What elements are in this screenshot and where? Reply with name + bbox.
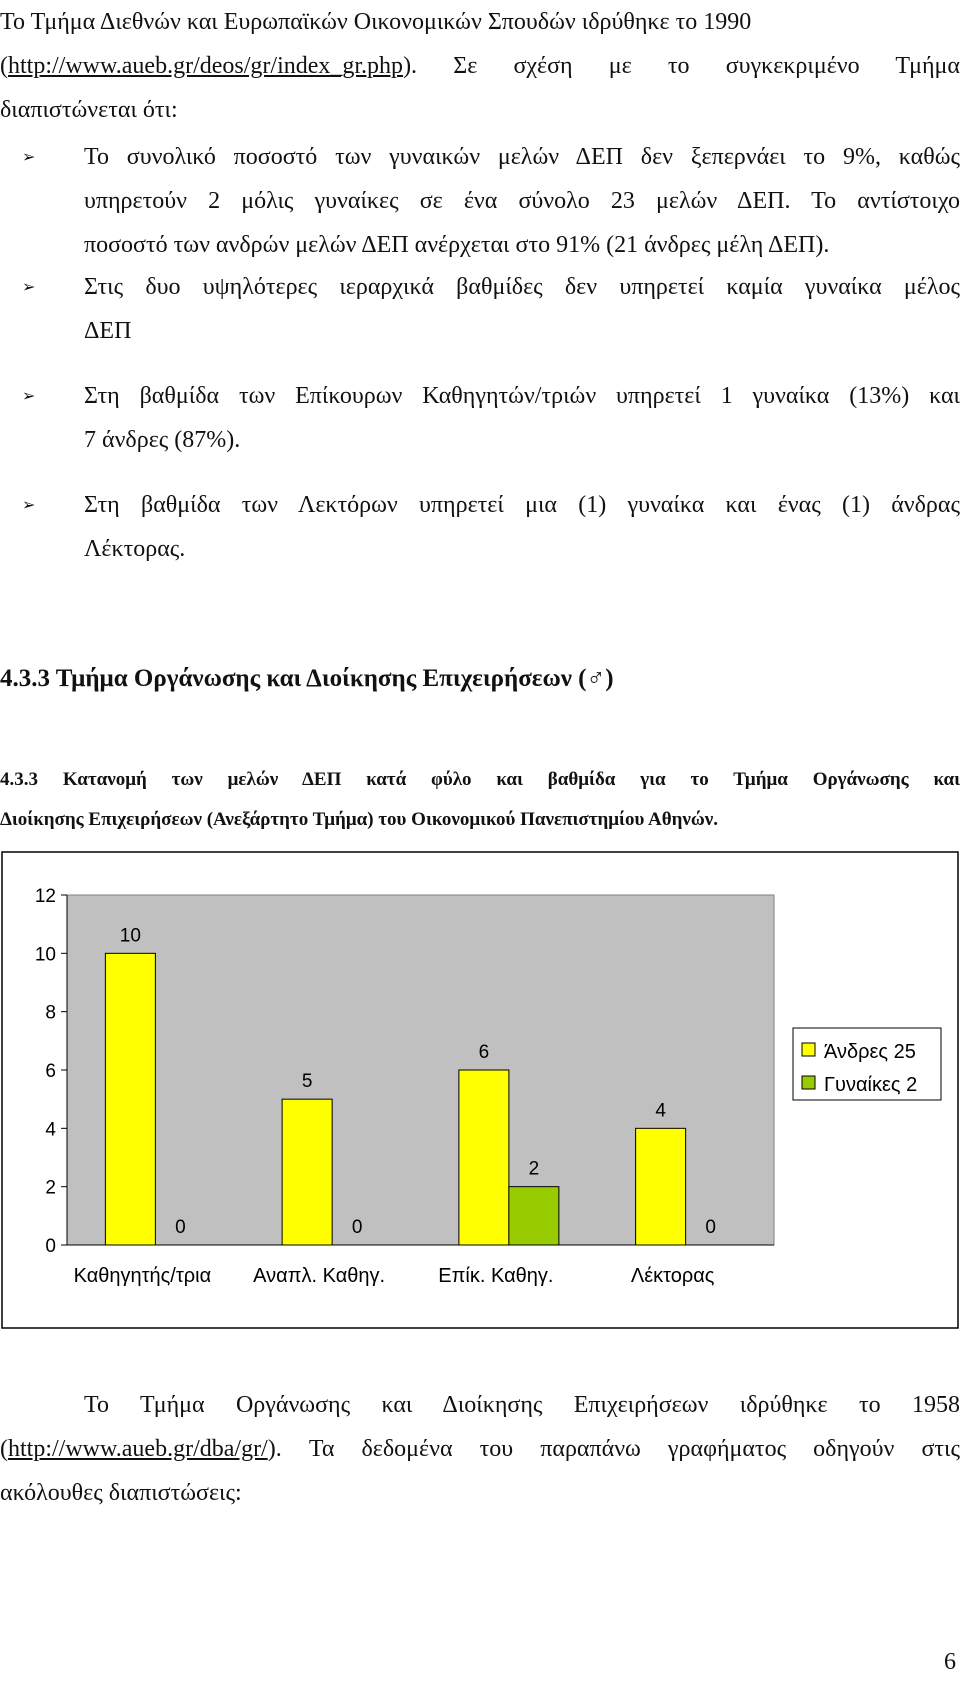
- outro-line-1: Το Τμήμα Οργάνωσης και Διοίκησης Επιχειρήσεων ιδρύθηκε το 1958: [84, 1392, 960, 1418]
- y-tick-label: 2: [45, 1177, 56, 1199]
- legend-swatch: [802, 1043, 815, 1056]
- figure-caption: [0, 760, 960, 840]
- section-heading: 4.3.3 Τμήμα Οργάνωσης και Διοίκησης Επιχειρήσεων (♂): [0, 665, 614, 692]
- bullet-line: 7 άνδρες (87%).: [84, 427, 241, 453]
- bullet-line: Λέκτορας.: [84, 536, 186, 562]
- data-label: 0: [175, 1217, 186, 1238]
- bullet-text: [84, 135, 960, 267]
- y-tick-label: 6: [45, 1061, 56, 1082]
- bullet-line: ΔΕΠ: [84, 318, 132, 344]
- outro-line-3: ακόλουθες διαπιστώσεις:: [0, 1480, 242, 1506]
- data-label: 6: [478, 1042, 490, 1063]
- bullet-line: υπηρετούν 2 μόλις γυναίκες σε ένα σύνολο 23 μελών ΔΕΠ. Το αντίστοιχο: [84, 188, 960, 214]
- data-label: 5: [301, 1071, 313, 1093]
- y-tick-label: 10: [34, 944, 56, 966]
- intro-line-1: Το Τμήμα Διεθνών και Ευρωπαϊκών Οικονομικών Σπουδών ιδρύθηκε το 1990: [0, 9, 752, 35]
- page-number: 6: [944, 1649, 956, 1675]
- outro-line-2-rest: ). Τα δεδομένα του παραπάνω γραφήματος οδηγούν στις: [267, 1436, 960, 1462]
- bullet-line: Το συνολικό ποσοστό των γυναικών μελών ΔΕΠ δεν ξεπερνάει το 9%, καθώς: [84, 144, 960, 170]
- intro-paragraph: [0, 0, 960, 132]
- bullet-line: Στη βαθμίδα των Λεκτόρων υπηρετεί μια (1) γυναίκα και ένας (1) άνδρας: [84, 492, 960, 518]
- bar: [459, 1070, 509, 1245]
- bullet-text: [84, 265, 960, 353]
- legend-label: Γυναίκες 2: [824, 1074, 918, 1096]
- y-tick-label: 4: [45, 1119, 56, 1141]
- y-tick-label: 12: [34, 886, 56, 907]
- y-tick-label: 8: [45, 1002, 56, 1024]
- bar-chart: [0, 850, 960, 1330]
- bullet-text: [84, 483, 960, 571]
- category-label: Αναπλ. Καθηγ.: [253, 1265, 386, 1287]
- intro-line-2-rest: ). Σε σχέση με το συγκεκριμένο Τμήμα: [403, 53, 960, 79]
- bar: [636, 1128, 686, 1245]
- y-tick-label: 0: [45, 1236, 56, 1257]
- caption-line-1: 4.3.3 Κατανομή των μελών ΔΕΠ κατά φύλο και βαθμίδα για το Τμήμα Οργάνωσης και: [0, 769, 960, 790]
- bullet-text: [84, 374, 960, 462]
- bullet-line: ποσοστό των ανδρών μελών ΔΕΠ ανέρχεται στο 91% (21 άνδρες μέλη ΔΕΠ).: [84, 232, 830, 258]
- category-label: Λέκτορας: [630, 1265, 715, 1287]
- bullet-line: Στη βαθμίδα των Επίκουρων Καθηγητών/τριών υπηρετεί 1 γυναίκα (13%) και: [84, 383, 960, 409]
- outro-paragraph: [0, 1383, 960, 1515]
- intro-link[interactable]: http://www.aueb.gr/deos/gr/index_gr.php: [8, 53, 404, 79]
- category-label: Καθηγητής/τρια: [73, 1265, 212, 1287]
- data-label: 0: [705, 1217, 716, 1238]
- intro-line-3: διαπιστώνεται ότι:: [0, 97, 178, 123]
- bullet-line: Στις δυο υψηλότερες ιεραρχικά βαθμίδες δεν υπηρετεί καμία γυναίκα μέλος: [84, 274, 960, 300]
- bar: [282, 1099, 332, 1245]
- outro-line-2: (http://www.aueb.gr/dba/gr/). Τα δεδομένα του παραπάνω γραφήματος οδηγούν στις: [0, 1436, 960, 1462]
- category-label: Επίκ. Καθηγ.: [438, 1265, 554, 1287]
- legend-swatch: [802, 1076, 815, 1089]
- data-label: 0: [351, 1217, 363, 1238]
- bar: [509, 1187, 559, 1245]
- arrow-bullet-icon: ➢: [22, 147, 36, 166]
- outro-link[interactable]: http://www.aueb.gr/dba/gr/: [8, 1436, 268, 1462]
- arrow-bullet-icon: ➢: [22, 495, 36, 514]
- bar: [105, 953, 155, 1245]
- legend-label: Άνδρες 25: [824, 1041, 916, 1063]
- data-label: 2: [528, 1158, 540, 1180]
- arrow-bullet-icon: ➢: [22, 386, 36, 405]
- caption-line-2: Διοίκησης Επιχειρήσεων (Ανεξάρτητο Τμήμα) του Οικονομικού Πανεπιστημίου Αθηνών.: [0, 809, 719, 830]
- data-label: 10: [119, 925, 141, 947]
- intro-line-2: (http://www.aueb.gr/deos/gr/index_gr.php). Σε σχέση με το συγκεκριμένο Τμήμα: [0, 53, 960, 79]
- data-label: 4: [655, 1100, 666, 1122]
- arrow-bullet-icon: ➢: [22, 277, 36, 296]
